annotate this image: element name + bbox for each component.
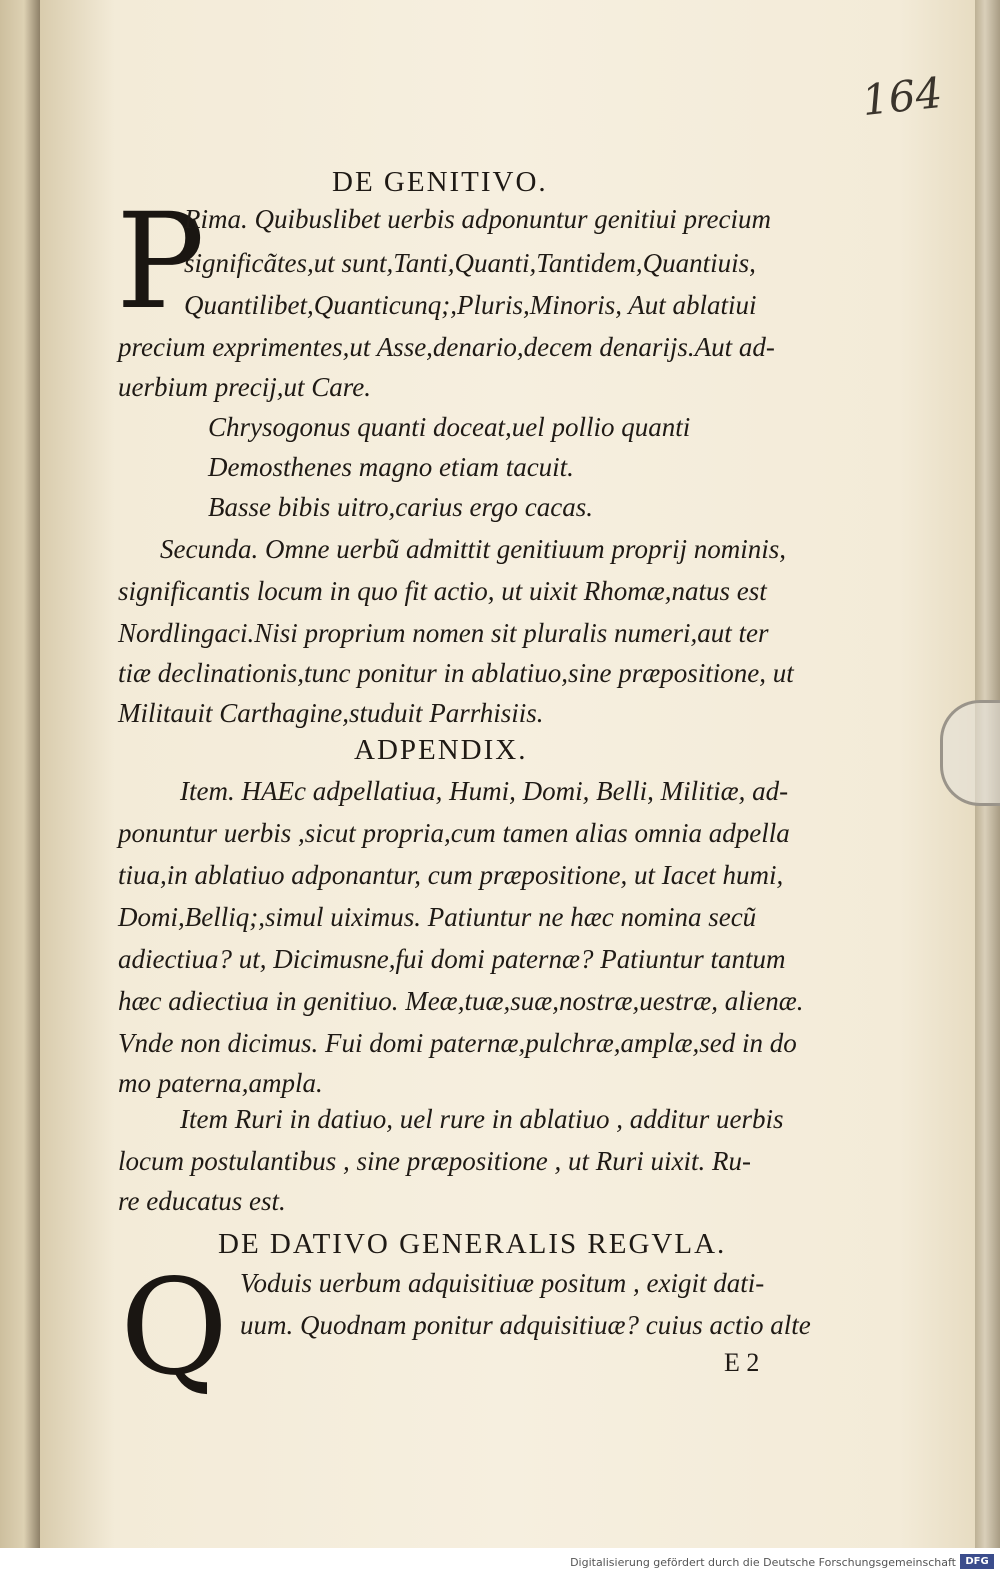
text-line: uum. Quodnam ponitur adquisitiuæ? cuius actio alte (240, 1310, 811, 1340)
verse-line: Demosthenes magno etiam tacuit. (208, 452, 574, 482)
signature-mark: E 2 (724, 1348, 760, 1377)
text-line: mo paterna,ampla. (118, 1068, 323, 1098)
text-line: Voduis uerbum adquisitiuæ positum , exigit dati- (240, 1268, 765, 1298)
drop-cap-p: P (116, 185, 205, 339)
dfg-logo: DFG (960, 1554, 994, 1569)
text-line: significãtes,ut sunt,Tanti,Quanti,Tantidem,Quantiuis, (184, 248, 756, 278)
page-clip (940, 700, 1000, 806)
heading-de-genitivo: DE GENITIVO. (332, 166, 548, 198)
text-line: Item Ruri in datiuo, uel rure in ablatiuo , additur uerbis (180, 1104, 784, 1134)
text-line: precium exprimentes,ut Asse,denario,decem denarijs.Aut ad- (118, 332, 775, 362)
text-line: re educatus est. (118, 1186, 286, 1216)
heading-adpendix: ADPENDIX. (354, 734, 528, 766)
text-line: Rima. Quibuslibet uerbis adponuntur genitiui precium (184, 204, 771, 234)
text-line: Item. HAEc adpellatiua, Humi, Domi, Belli, Militiæ, ad- (180, 776, 789, 806)
text-line: Militauit Carthagine,studuit Parrhisiis. (118, 698, 544, 728)
text-line: Quantilibet,Quanticunq;,Pluris,Minoris, Aut ablatiui (184, 290, 757, 320)
text-line: tiua,in ablatiuo adponantur, cum præpositione, ut Iacet humi, (118, 860, 784, 890)
text-line: hæc adiectiua in genitiuo. Meæ,tuæ,suæ,nostræ,uestræ, alienæ. (118, 986, 804, 1016)
footer-credit: Digitalisierung gefördert durch die Deutsche Forschungsgemeinschaft (570, 1556, 956, 1569)
drop-cap-q: Q (120, 1251, 229, 1405)
text-line: Secunda. Omne uerbũ admittit genitiuum proprij nominis, (160, 534, 786, 564)
heading-de-dativo: DE DATIVO GENERALIS REGVLA. (218, 1228, 727, 1260)
folio-number: 164 (859, 67, 945, 126)
text-line: uerbium precij,ut Care. (118, 372, 371, 402)
facing-page-edge (0, 0, 40, 1548)
text-line: Vnde non dicimus. Fui domi paternæ,pulchræ,amplæ,sed in do (118, 1028, 797, 1058)
text-line: tiæ declinationis,tunc ponitur in ablatiuo,sine præpositione, ut (118, 658, 794, 688)
text-line: locum postulantibus , sine præpositione , ut Ruri uixit. Ru- (118, 1146, 751, 1176)
text-line: significantis locum in quo fit actio, ut uixit Rhomæ,natus est (118, 576, 767, 606)
verse-line: Basse bibis uitro,carius ergo cacas. (208, 492, 593, 522)
text-line: Nordlingaci.Nisi proprium nomen sit pluralis numeri,aut ter (118, 618, 769, 648)
footer-bar (0, 1548, 1000, 1576)
text-line: ponuntur uerbis ,sicut propria,cum tamen alias omnia adpella (118, 818, 790, 848)
text-line: Domi,Belliq;,simul uiximus. Patiuntur ne hæc nomina secũ (118, 902, 757, 932)
verse-line: Chrysogonus quanti doceat,uel pollio quanti (208, 412, 691, 442)
text-line: adiectiua? ut, Dicimusne,fui domi paternæ? Patiuntur tantum (118, 944, 786, 974)
